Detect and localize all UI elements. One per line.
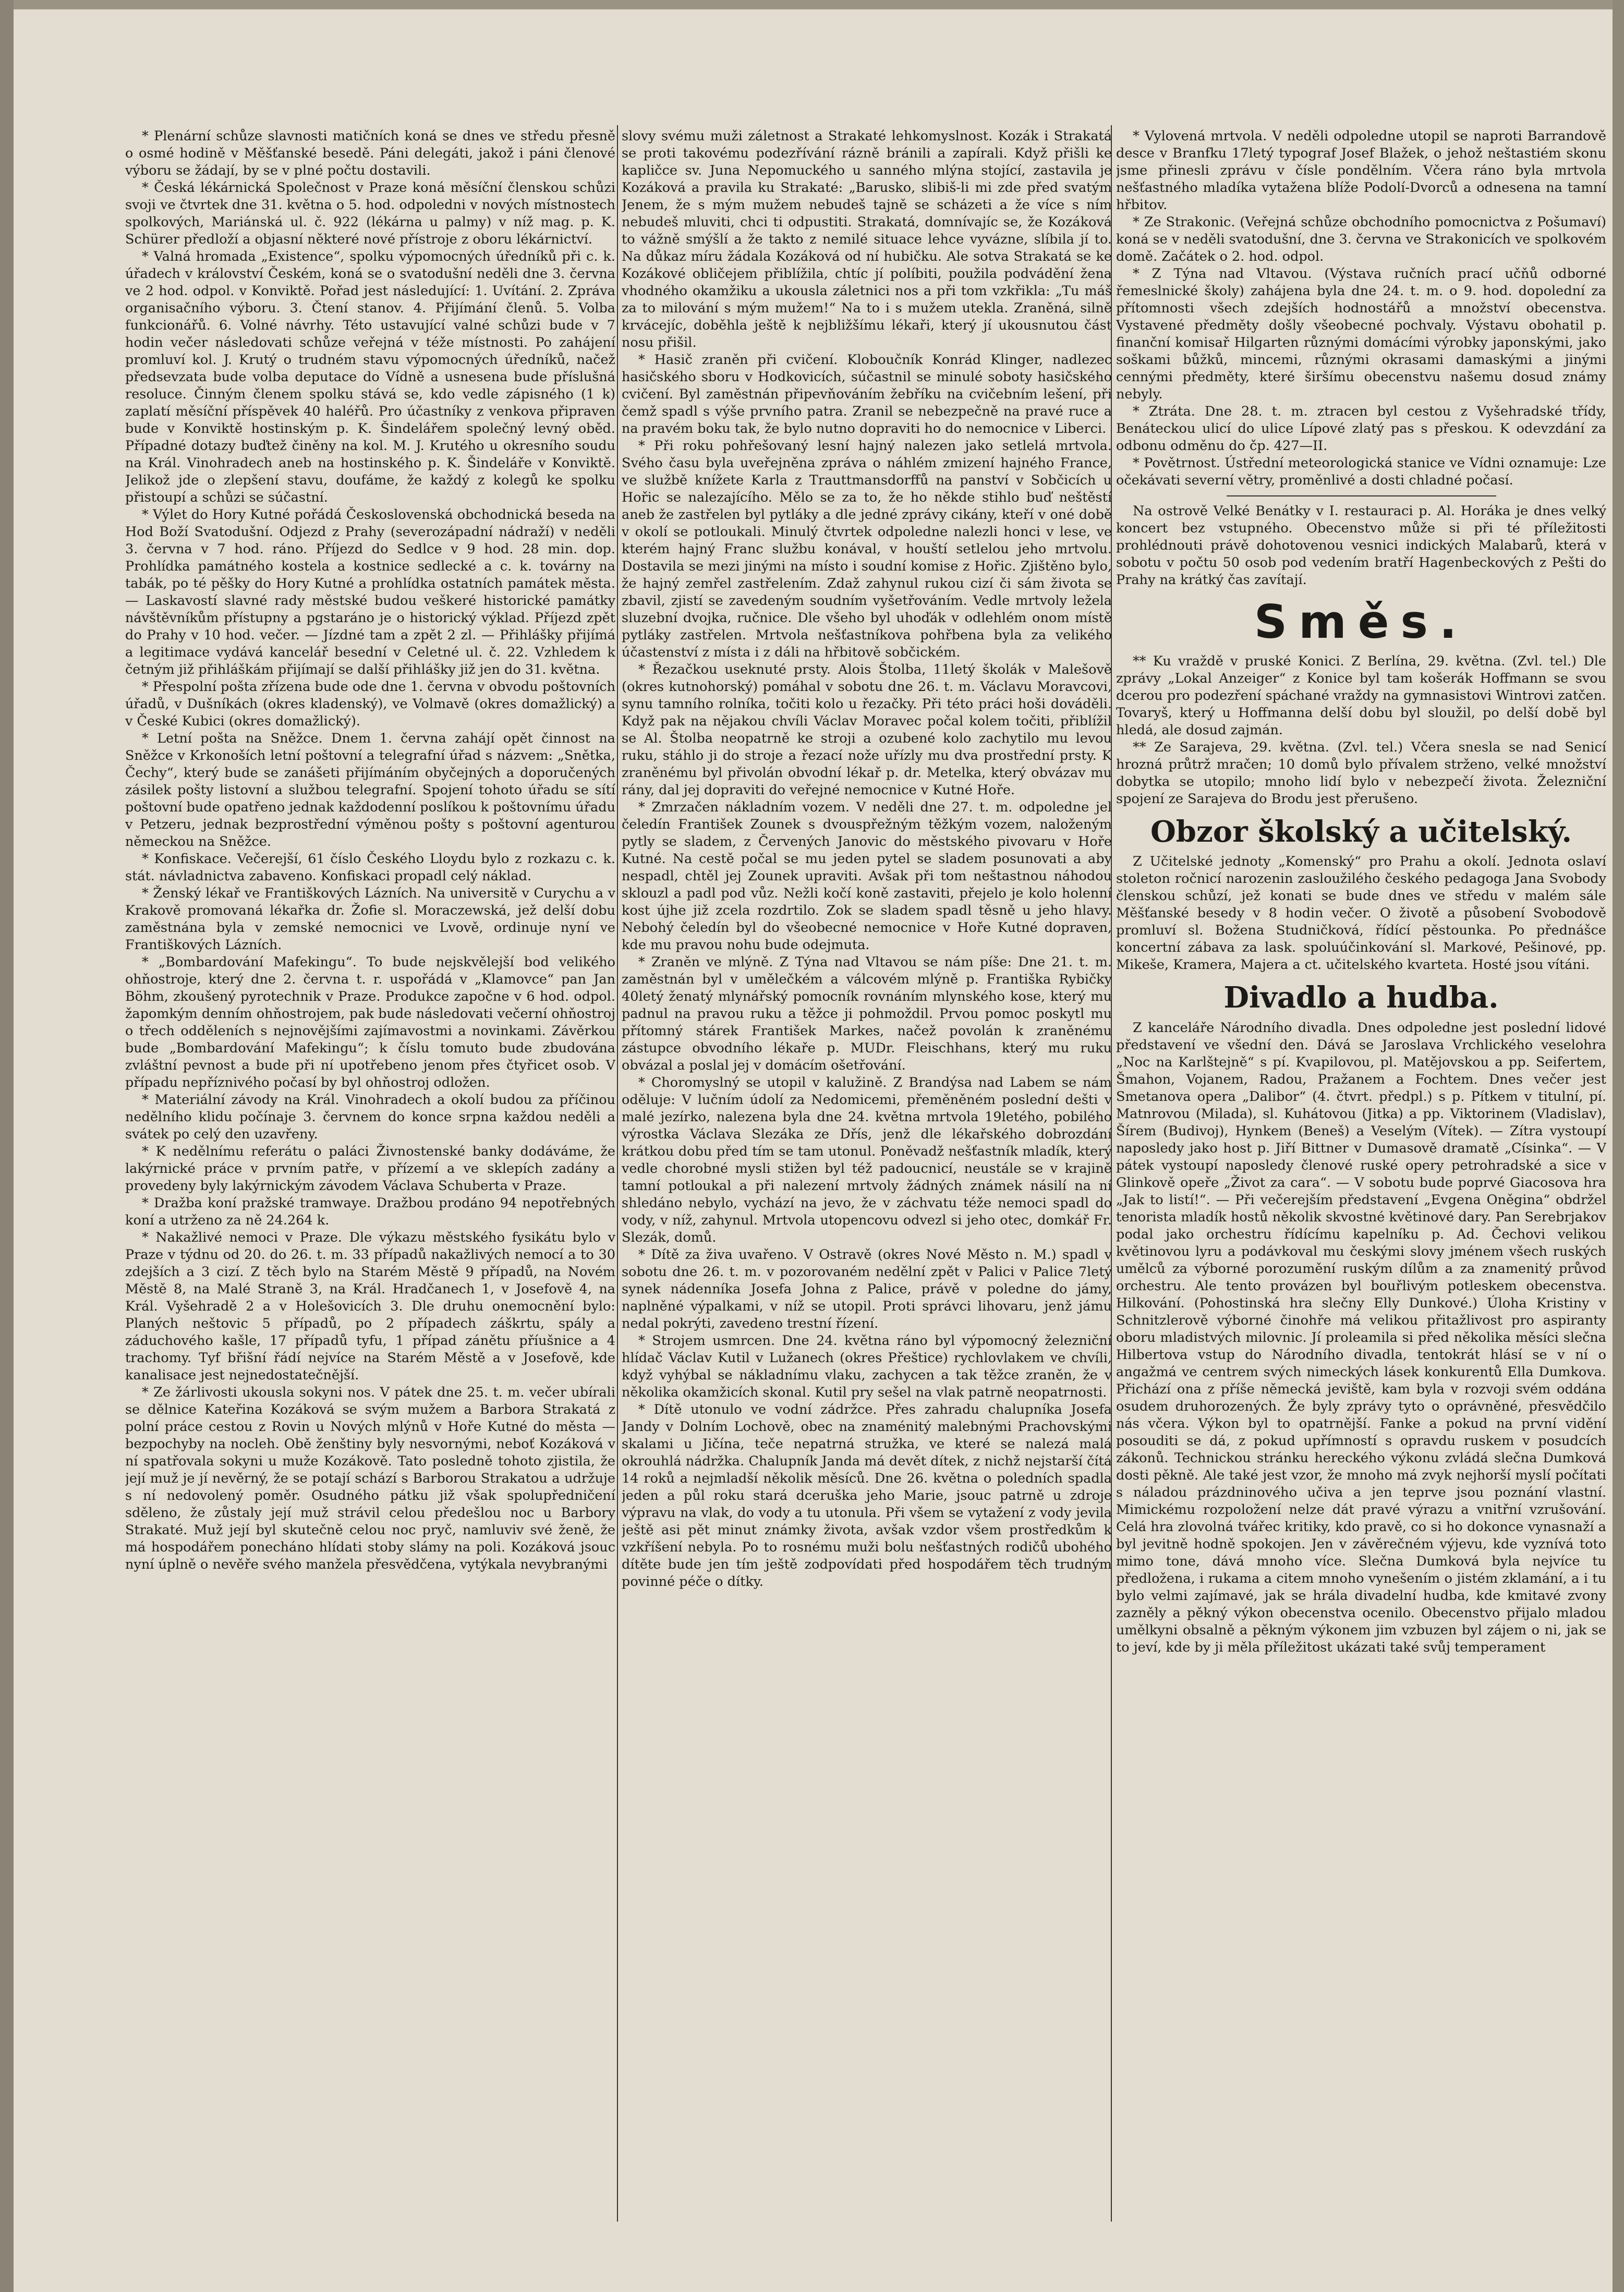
news-item: * Nakažlivé nemoci v Praze. Dle výkazu městského fysikátu bylo v Praze v týdnu od 20. do 26. t. m. 33 případů nakažlivých nemocí a to 30 zdejších a 3 cizí. Z těch bylo na Starém Městě 9 případů, na Novém Městě 8, na Malé Straně 3, na Král. Hradčanech 1, v Josefově 4, na Král. Vyšehradě 2 a v Holešovicích 3. Dle druhu onemocnění bylo: Planých neštovic 5 případů, po 2 případech záškrtu, spály a záduchového kašle, 17 případů tyfu, 1 případ zánětu příušnice a 4 trachomy. Tyf břišní řádí nejvíce na Starém Městě a v Josefově, kde kanalisace jest nejnedostatečnější. <box>125 1230 615 1383</box>
news-item: * Z Týna nad Vltavou. (Výstava ručních prací učňů odborné řemeslnické školy) zahájena byla dne 24. t. m. o 9. hod. dopolední za přítomnosti všech zdejších hodnostářů a množství obecenstva. Vystavené předměty došly všeobecné pochvaly. Výstavu obohatil p. finanční komisař Hilgarten různými domácími výrobky japonskými, jako soškami bůžků, mincemi, různými okrasami damaskými a jinými cennými předměty, které širšímu obecenstvu našemu dosud známy nebyly. <box>1116 266 1606 402</box>
news-item: Z Učitelské jednoty „Komenský“ pro Prahu a okolí. Jednota oslaví stoleton ročnicí narozenin zasloužilého českého pedagoga Jana Svobody členskou schůzí, jež konati se bude dnes ve středu v malém sále Měšťanské besedy v 8 hodin večer. O životě a působení Svobodově promluví sl. Božena Studničková, řídící pěstounka. Po přednášce koncertní zábava za lask. spoluúčinkování sl. Markové, Pešinové, pp. Mikeše, Kramera, Majera a ct. učitelského kvarteta. Hosté jsou vítáni. <box>1116 854 1606 973</box>
news-item: slovy svému muži záletnost a Strakaté lehkomyslnost. Kozák i Strakatá se proti takovému podezřívání rázně bránili a zapírali. Když přišli ke kapličce sv. Juna Nepomuckého u sanného mlýna stojící, zastavila je Kozáková a pravila ku Strakaté: „Barusko, slibiš-li mi zde před svatým Jenem, že s mým mužem nebudeš tajně se scházeti a že více s ním nebudeš mluviti, chci ti odpustiti. Strakatá, domnívajíc se, že Kozáková to vážně smýšlí a že takto z nemilé situace lehce vyvázne, slíbila jí to. Na důkaz míru žádala Kozáková od ní hubičku. Ale sotva Strakatá se ke Kozákové obličejem přiblížila, chtíc jí políbiti, použila podvádění žena vhodného okamžiku a ukousla záletnici nos a při tom vzkřikla: „Tu máš za to milování s mým mužem!“ Na to i s mužem utekla. Zraněná, silně krvácejíc, doběhla ještě k nejbližšímu lékaři, který jí ukousnutou část nosu přišil. <box>622 128 1112 350</box>
news-item: * Výlet do Hory Kutné pořádá Československá obchodnická beseda na Hod Boží Svatodušní. Odjezd z Prahy (severozápadní nádraží) v neděli 3. června v 7 hod. ráno. Příjezd do Sedlce v 9 hod. 28 min. dop. Prohlídka památného kostela a kostnice sedlecké a c. k. továrny na tabák, po té pěšky do Hory Kutné a prohlídka ostatních památek města. — Laskavostí slavné rady městské budou veškeré historické památky návštěvníkům přístupny a pgstaráno je o historický výklad. Příjezd zpět do Prahy v 10 hod. večer. — Jízdné tam a zpět 2 zl. — Přihlášky přijímá a legitimace vydává kancelář besední v Celetné ul. č. 22. Vzhledem k četným již přihláškám přijímají se další přihlášky již jen do 31. května. <box>125 507 615 677</box>
news-item: * Česká lékárnická Společnost v Praze koná měsíční členskou schůzi svoji ve čtvrtek dne 31. května o 5. hod. odpoledni v nových místnostech spolkových, Mariánská ul. č. 922 (lékárna u palmy) v níž mag. p. K. Schürer předloží a objasní některé nové přístroje z oboru lékárnictví. <box>125 180 615 247</box>
news-item: * Zmrzačen nákladním vozem. V neděli dne 27. t. m. odpoledne jel čeledín František Zounek s dvouspřežným těžkým vozem, naloženým pytly se sladem, z Červených Janovic do městského pivovaru v Hoře Kutné. Na cestě počal se mu jeden pytel se sladem posunovati a aby nespadl, chtěl jej Zounek upraviti. Avšak při tom neštastnou náhodou sklouzl a padl pod vůz. Nežli kočí koně zastaviti, přejelo je kolo holenní kost újhe již zcela rozdrtilo. Zok se sladem spadl těsně u jeho hlavy. Nebohý čeledín byl do všeobecné nemocnice v Hoře Kutné dopraven, kde mu pravou nohu bude odejmuta. <box>622 799 1112 953</box>
news-item: Z kanceláře Národního divadla. Dnes odpoledne jest poslední lidové představení ve všední den. Dává se Jaroslava Vrchlického veselohra „Noc na Karlštejně“ s pí. Kvapilovou, pl. Matějovskou a pp. Seifertem, Šmahon, Vojanem, Radou, Pražanem a Fochtem. Dnes večer jest Smetanova opera „Dalibor“ (4. čtvrt. předpl.) s p. Pítkem v titulní, pí. Matnrovou (Milada), sl. Kuhátovou (Jitka) a pp. Viktorinem (Vladislav), Šírem (Budivoj), Hynkem (Beneš) a Veselým (Vítek). — Zítra vystoupí naposledy jako host p. Jiří Bittner v Dumasově dramatě „Císinka“. — V pátek vystoupí naposledy členové ruské opery petrohradské a sice v Glinkově opeře „Život za cara“. — V sobotu bude poprvé Giacosova hra „Jak to listí!“. — Při večerejším představení „Evgena Oněgina“ obdržel tenorista mladík hostů několik skvostné květinové dary. Pan Serebrjakov podal jako orchestru řídícímu kapelníku p. Ad. Čechovi velikou květinovou lyru a podávkoval mu českými slovy jménem všech ruských umělců za výborné porozumění ruským dílům a za znamenitý průvod orchestru. Ale tento provázen byl bouřlivým potleskem obecenstva. Hilkování. (Pohostinská hra slečny Elly Dunkové.) Úloha Kristiny v Schnitzlerově výborné činohře má velikou přitažlivost pro aspiranty oboru mladistvých milovnic. Jí proleamila si před několika měsíci slečna Hilbertova vstup do Národního divadla, tentokrát hlásí se v ní o angažmá ve centrem svých nimeckých lásek konkurentů Ella Dumkova. Přichází ona z příše německá jeviště, kam byla v rozvoji svém oddána osudem druhorozených. Že byly zprávy tyto o oprávněné, přesvědčilo nás včera. Výkon byl to opatrnější. Fanke a pokud na první vidění posouditi se dá, z pokud upřímností s opravdu ruskem v posudcích zákonů. Technickou stránku hereckého výkonu zvládá slečna Dumková dosti pěkně. Ale také jest vzor, že mnoho má zvyk nejhorší myslí počítati s náladou prázdninového učiva a jen teprve jsou poznání vlastní. Mimickému rozpoložení nelze dát pravé výrazu a vnitřní vzrušování. Celá hra zlovolná tvářec kritiky, kdo pravě, co si ho dokonce vynasnaží a byl jevitně hodně spokojen. Jen v závěrečném výjevu, kde vyznívá toto mimo tone, dává mnoho více. Slečna Dumková byla nejvíce tu předložena, i rukama a citem mnoho vynešením o jistém zklamání, a i tu bylo velmi zajímavé, jak se hrála divadelní hudba, kde kmitavé zvony zazněly a pěkný výkon obecenstva ocenilo. Obecenstvo přijalo mladou umělkyni obsalně a pěkným výkonem jim vzbuzen byl zájem o ni, jak se to jeví, kde by ji měla příležitost ukázati také svůj temperament <box>1116 1020 1606 1655</box>
news-item: * Konfiskace. Večerejší, 61 číslo Českého Lloydu bylo z rozkazu c. k. stát. návladnictva zabaveno. Konfiskaci propadl celý náklad. <box>125 851 615 884</box>
news-item: * Přespolní pošta zřízena bude ode dne 1. června v obvodu poštovních úřadů, v Dušníkách (okres kladenský), ve Volmavě (okres domažlický) a v České Kubici (okres domažlický). <box>125 679 615 729</box>
news-item: * Dítě utonulo ve vodní zádržce. Přes zahradu chalupníka Josefa Jandy v Dolním Lochově, obec na znaménitý malebnými Prachovskými skalami u Jičína, teče nepatrná stružka, ve které se nalezá malá okrouhlá nádržka. Chalupník Janda má devět dítek, z nichž nejstarší čítá 14 roků a nejmladší několik měsíců. Dne 26. května o poledních spadla jeden a půl roku stará dceruška jeho Marie, jsouc patrně u zdroje výpravu na vlak, do vody a tu utonula. Při všem se vytažení z vody jevila ještě asi pět minut známky života, avšak vzdor všem prostředkům k vzkříšení nebyla. Po to rosnému muži bolu nešťastných rodičů ubohého dítěte bude jen tím ještě zodpovídati před hospodářem těch trudným povinné péče o dítky. <box>622 1402 1112 1590</box>
news-item: * Dražba koní pražské tramwaye. Dražbou prodáno 94 nepotřebných koní a utrženo za ně 24.264 k. <box>125 1195 615 1228</box>
news-item: * Dítě za živa uvařeno. V Ostravě (okres Nové Město n. M.) spadl v sobotu dne 26. t. m. v pozorovaném nedělní zpět v Palici v Palice 7letý synek nádenníka Josefa Johna z Palice, právě v poledne do jámy, naplněné výpalkami, v níž se utopil. Proti správci lihovaru, jenž jámu nedal pokrýti, zavedeno trestní řízení. <box>622 1247 1112 1331</box>
news-item: * Při roku pohřešovaný lesní hajný nalezen jako setlelá mrtvola. Svého času byla uveřejněna zpráva o náhlém zmizení hajného France, ve službě knížete Karla z Trauttmansdorffů na panství v Sobčicích u Hořic se nalezajícího. Mělo se za to, že ho někde stihlo buď neštěstí aneb že zastřelen byl pytláky a dle jedné zprávy cikány, kteří v oné době v okolí se potloukali. Minulý čtvrtek odpoledne nalezli honci v lese, ve kterém hajný Franc službu konával, v houští setlelou jeho mrtvolu. Dostavila se mezi jinými na místo i soudní komise z Hořic. Zjištěno bylo, že hajný zemřel zastřelením. Zdaž zahynul rukou cizí či sám života se zbavil, zjistí se zavedeným soudním vyšetřováním. Vedle mrtvoly ležela sluzební dvojka, ručnice. Dle všeho byl uhoďák v odlehlém onom místě pytláky zastřelen. Mrtvola nešťastníkova pohřbena byla za velikého účastenství z místa i z dáli na hřbitově sobčickém. <box>622 438 1112 660</box>
news-item: * Ze žárlivosti ukousla sokyni nos. V pátek dne 25. t. m. večer ubírali se dělnice Kateřina Kozáková se svým mužem a Barbora Strakatá z polní práce cestou z Rovin u Nových mlýnů v Hoře Kutné do města — bezpochyby na nocleh. Obě ženštiny byly nesvornými, neboť Kozáková v ní spatřovala sokyni u muže Kozákově. Tato posledně tohoto zjistila, že její muž je jí nevěrný, že se potají schází s Barborou Strakatou a udržuje s ní nedovolený poměr. Osudného pátku již však spolupředničení sděleno, že zůstaly její muž strávil celou předešlou noc u Barbory Strakaté. Muž její byl skutečně celou noc pryč, namluviv své ženě, že má hospodářem ponecháno hlídati stoby slámy na poli. Kozáková jsouc nyní úplně o nevěře svého manžela přesvědčena, vytýkala nevybranými <box>125 1385 615 1572</box>
news-item: * Materiální závody na Král. Vinohradech a okolí budou za příčinou nedělního klidu počínaje 3. červnem do konce srpna každou neděli a svátek po celý den uzavřeny. <box>125 1092 615 1142</box>
news-item: * K nedělnímu referátu o paláci Živnostenské banky dodáváme, že lakýrnické práce v prvním patře, v přízemí a ve sklepích zadány a provedeny byly lakýrnickým závodem Václava Schuberta v Praze. <box>125 1144 615 1194</box>
news-item: * Ze Strakonic. (Veřejná schůze obchodního pomocnictva z Pošumaví) koná se v neděli svatodušní, dne 3. června ve Strakonicích ve spolkovém domě. Začátek o 2. hod. odpol. <box>1116 214 1606 264</box>
column-2 <box>622 128 1112 2214</box>
scan-edge-left <box>0 0 14 2292</box>
column-3 <box>1116 128 1606 2214</box>
section-heading-obzor: Obzor školský a učitelský. <box>1150 814 1572 849</box>
news-item: * Valná hromada „Existence“, spolku výpomocných úředníků při c. k. úřadech v království Českém, koná se o svatodušní neděli dne 3. června ve 2 hod. odpol. v Konviktě. Pořad jest následující: 1. Uvítání. 2. Zpráva organisačního výboru. 3. Čtení stanov. 4. Přijímání členů. 5. Volba funkcionářů. 6. Volné návrhy. Této ustavující valné schůzi bude v 7 hodin večer následovati schůze veřejná v téže místnosti. Po zahájení promluví kol. J. Krutý o trudném stavu výpomocných úředníků, načež předsevzata bude volba deputace do Vídně a usnesena bude příslušná resoluce. Činným členem spolku stává se, kdo vedle zápisného (1 k) zaplatí měsíční příspěvek 40 haléřů. Pro účastníky z venkova připraven bude v Konviktě hostinským p. K. Šindelářem společný levný oběd. Případné dotazy buďtež činěny na kol. M. J. Krutého u okresního soudu na Král. Vinohradech aneb na hostinského p. K. Šindeláře v Konviktě. Jelikož jde o zlepšení stavu, doufáme, že každý z kolegů ke spolku přistoupí a schůzi se súčastní. <box>125 249 615 505</box>
news-item: * Řezačkou useknuté prsty. Alois Štolba, 11letý školák v Malešově (okres kutnohorský) pomáhal v sobotu dne 26. t. m. Václavu Moravcovi, synu tamního rolníka, točiti kolo u řezačky. Při této práci hoši dováděli. Když pak na nějakou chvíli Václav Moravec počal kolem točiti, přiblížil se Al. Štolba neopatrně ke stroji a ozubené kolo zachytilo mu levou ruku, stáhlo ji do stroje a řezací nože uřízly mu dva prostřední prsty. K zraněnému byl přivolán obvodní lékař p. dr. Metelka, který obvázav mu rány, dal jej dopraviti do veřejné nemocnice v Kutné Hoře. <box>622 662 1112 798</box>
column-rule <box>617 125 618 2222</box>
news-item: * „Bombardování Mafekingu“. To bude nejskvělejší bod velikého ohňostroje, který dne 2. června t. r. uspořádá v „Klamovce“ pan Jan Böhm, zkoušený pyrotechnik v Praze. Produkce započne v 6 hod. odpol. žapomkým denním ohňostrojem, pak bude následovati večerní ohňostroj o třech odděleních s nejnovějšími zajímavostmi a novinkami. Závěrkou bude „Bombardování Mafekingu“; k číslu tomuto bude zbudována zvláštní pevnost a bude při ní upotřebeno jenom přes čtyřicet osob. V případu nepříznivého počasí by byl ohňostroj odložen. <box>125 954 615 1090</box>
section-heading-smes: Směs. <box>1254 595 1469 649</box>
section-heading-divadlo: Divadlo a hudba. <box>1223 980 1499 1015</box>
news-item: ** Ku vraždě v pruské Konici. Z Berlína, 29. května. (Zvl. tel.) Dle zprávy „Lokal Anzeiger“ z Konice byl tam košerák Hoffmann se svou dcerou pro podezření spáchané vraždy na gymnasistovi Wintrovi zatčen. Tovaryš, který u Hoffmanna delší dobu byl sloužil, po delší době byl hledá, ale dosud zajmán. <box>1116 653 1606 738</box>
news-item: * Ženský lékař ve Františkových Lázních. Na universitě v Curychu a v Krakově promovaná lékařka dr. Žofie sl. Moraczewská, jež delší dobu zaměstnána byla v zemské nemocnici ve Lvově, ordinuje nyní ve Františkových Lázních. <box>125 886 615 953</box>
scan-edge-right <box>1613 0 1624 2292</box>
news-item: Na ostrově Velké Benátky v I. restauraci p. Al. Horáka je dnes velký koncert bez vstupného. Obecenstvo může si při té příležitosti prohlédnouti právě dohotovenou vesnici indických Malabarů, která v sobotu v počtu 50 osob pod vedením bratří Hagenbeckových z Pešti do Prahy na krátký čas zavítají. <box>1116 503 1606 588</box>
column-1 <box>125 128 615 2214</box>
news-item: * Ztráta. Dne 28. t. m. ztracen byl cestou z Vyšehradské třídy, Benáteckou ulicí do ulice Lípové zlatý pas s přeskou. K odevzdání za odbonu odměnu do čp. 427—II. <box>1116 404 1606 454</box>
news-item: * Vylovená mrtvola. V neděli odpoledne utopil se naproti Barrandově desce v Branfku 17letý typograf Josef Blažek, o jehož neštastiém skonu jsme přinesli zprávu v čísle pondělním. Včera ráno byla mrtvola nešťastného mladíka vytažena blíže Podolí-Dvorců a odnesena na tamní hřbitov. <box>1116 128 1606 213</box>
news-item: ** Ze Sarajeva, 29. května. (Zvl. tel.) Včera snesla se nad Senicí hrozná průtrž mračen; 10 domů bylo přívalem strženo, velké množství dobytka se utopilo; mnoho lidí bylo v nebezpečí života. Železniční spojení ze Sarajeva do Brodu jest přerušeno. <box>1116 739 1606 807</box>
separator-rule <box>1227 495 1496 496</box>
news-item: * Hasič zraněn při cvičení. Kloboučník Konrád Klinger, nadlezec hasičského sboru v Hodkovicích, súčastnil se minulé soboty hasičského cvičení. Byl zaměstnán připevňováním žebříku na cvičebním lešení, při čemž spadl s výše prvního patra. Zranil se nebezpečně na pravé ruce a na pravém boku tak, že bylo nutno dopraviti ho do nemocnice v Liberci. <box>622 352 1112 436</box>
news-item: * Povětrnost. Ústřední meteorologická stanice ve Vídni oznamuje: Lze očekávati severní větry, proměnlivé a dosti chladné počasí. <box>1116 455 1606 488</box>
news-item: * Zraněn ve mlýně. Z Týna nad Vltavou se nám píše: Dne 21. t. m. zaměstnán byl v umělečkém a válcovém mlýně p. Františka Rybičky 40letý ženatý mlynářský pomocník rovnáním mlynského kose, který mu padnul na pravou ruku a těžce ji pohmoždil. Prvou pomoc poskytl mu přítomný stárek František Markes, načež povolán k zraněnému zástupce obvodního lékaře p. MUDr. Fleischhans, který mu ruku obvázal a poslal jej v domácím ošetřování. <box>622 954 1112 1073</box>
news-item: * Letní pošta na Sněžce. Dnem 1. června zahájí opět činnost na Sněžce v Krkonoších letní poštovní a telegrafní úřad s názvem: „Snětka, Čechy“, který bude se zanášeti přijímáním obyčejných a doporučených zásilek pošty listovní a službou telegrafní. Spojení tohoto úřadu se sítí poštovní bude opatřeno jednak každodenní poslíkou k poštovnímu úřadu v Petzeru, jednak bezprostřední výměnou pošty s poštovní agenturou německou na Sněžce. <box>125 731 615 850</box>
news-item: * Choromyslný se utopil v kalužině. Z Brandýsa nad Labem se nám oděluje: V lučním údolí za Nedomicemi, přeměněném poslední dešti v malé jezírko, nalezena byla dne 24. května mrtvola 19letého, pobilého výrostka Václava Slezáka ze Dřís, jenž dle lékařského dobrozdání krátkou dobu před tím se tam utonul. Poněvadž nešťastník mladík, který vedle chorobné mysli stižen byl též padoucnicí, neustále se v krajině tamní potloukal a při nalezení mrtvoly žádných známek násilí na ní shledáno nebylo, vychází na jevo, že v záchvatu téže nemoci spadl do vody, v níž, zahynul. Mrtvola utopencovu odvezl si jeho otec, domkář Fr. Slezák, domů. <box>622 1075 1112 1245</box>
news-item: * Strojem usmrcen. Dne 24. května ráno byl výpomocný železniční hlídač Václav Kutil v Lužanech (okres Přeštice) rychlovlakem ve chvíli, když vyhýbal se nákladnímu vlaku, zachycen a tak těžce zraněn, že v několika okamžicích skonal. Kutil pry sešel na vlak patrně neopatrnosti. <box>622 1333 1112 1400</box>
news-item: * Plenární schůze slavnosti matičních koná se dnes ve středu přesně o osmé hodině v Měšťanské besedě. Páni delegáti, jakož i páni členové výboru se žádají, by se v plné počtu dostavili. <box>125 128 615 178</box>
scan-edge-top <box>0 0 1624 9</box>
